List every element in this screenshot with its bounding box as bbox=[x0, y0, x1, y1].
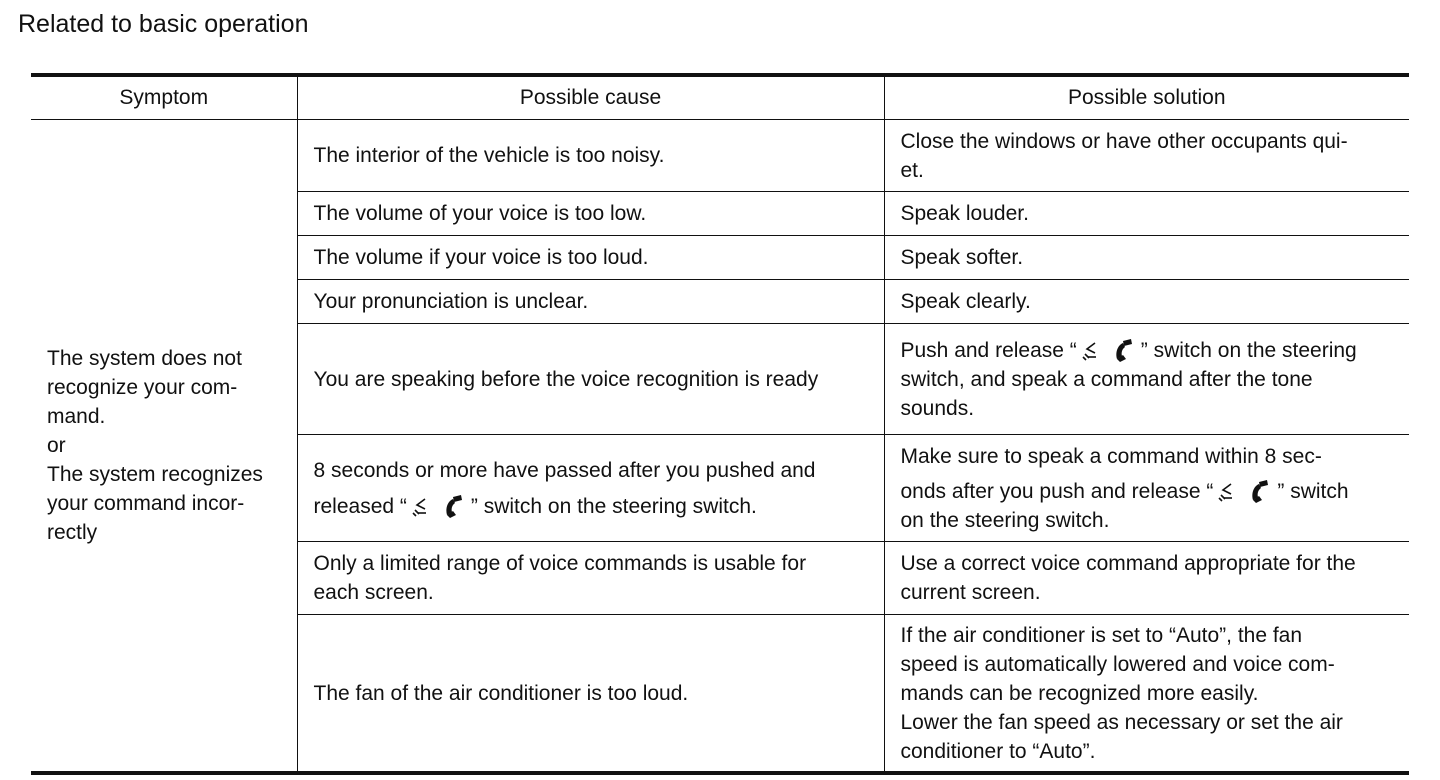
cause-cell: The volume of your voice is too low. bbox=[297, 192, 884, 236]
talk-phone-icon bbox=[409, 493, 469, 519]
table-row bbox=[31, 120, 1409, 192]
solution-line: mands can be recognized more easily. bbox=[900, 681, 1259, 705]
solution-cell: Speak clearly. bbox=[884, 280, 1409, 324]
symptom-line: The system does not bbox=[47, 347, 242, 370]
table-header-row bbox=[31, 75, 1409, 120]
symptom-cell bbox=[31, 120, 297, 774]
solution-line: Use a correct voice command appropriate for the bbox=[900, 552, 1356, 575]
symptom-line: recognize your com- bbox=[47, 376, 238, 399]
symptom-line: your command incor- bbox=[47, 492, 245, 515]
cause-line: released “ ” switch on the steering switch. bbox=[313, 494, 757, 518]
solution-line: switch, and speak a command after the tone bbox=[900, 367, 1313, 391]
solution-line: If the air conditioner is set to “Auto”, the fan bbox=[900, 623, 1303, 647]
header-symptom: Symptom bbox=[31, 75, 297, 120]
troubleshooting-table bbox=[31, 73, 1409, 775]
cause-cell: Your pronunciation is unclear. bbox=[297, 280, 884, 324]
symptom-line: rectly bbox=[47, 521, 98, 544]
symptom-line: The system recognizes bbox=[47, 463, 263, 486]
solution-cell: Speak louder. bbox=[884, 192, 1409, 236]
page-title: Related to basic operation bbox=[18, 10, 309, 38]
header-possible-cause: Possible cause bbox=[297, 75, 884, 120]
solution-cell bbox=[884, 324, 1409, 435]
symptom-line: mand. bbox=[47, 405, 106, 428]
solution-cell: Speak softer. bbox=[884, 236, 1409, 280]
solution-cell bbox=[884, 435, 1409, 542]
talk-phone-icon bbox=[1215, 478, 1275, 504]
cause-cell: The volume if your voice is too loud. bbox=[297, 236, 884, 280]
solution-line: conditioner to “Auto”. bbox=[900, 739, 1096, 763]
solution-line: et. bbox=[900, 158, 924, 182]
solution-cell bbox=[884, 542, 1409, 615]
solution-line: onds after you push and release “ ” switch bbox=[900, 479, 1349, 503]
cause-line: Only a limited range of voice commands is usable for bbox=[313, 552, 807, 575]
header-possible-solution: Possible solution bbox=[884, 75, 1409, 120]
cause-cell: The interior of the vehicle is too noisy. bbox=[297, 120, 884, 192]
cause-line: each screen. bbox=[313, 581, 434, 604]
solution-line: sounds. bbox=[900, 396, 975, 420]
solution-line: Close the windows or have other occupants qui- bbox=[900, 129, 1348, 153]
talk-phone-icon bbox=[1079, 337, 1139, 363]
symptom-line: or bbox=[47, 434, 66, 457]
solution-line: speed is automatically lowered and voice com- bbox=[900, 652, 1335, 676]
cause-line: 8 seconds or more have passed after you pushed and bbox=[313, 458, 816, 482]
solution-line: Make sure to speak a command within 8 sec- bbox=[900, 444, 1322, 468]
solution-line: on the steering switch. bbox=[900, 508, 1110, 532]
cause-cell: The fan of the air conditioner is too loud. bbox=[313, 681, 689, 705]
cause-cell bbox=[297, 542, 884, 615]
cause-cell: You are speaking before the voice recognition is ready bbox=[297, 324, 884, 435]
cause-cell bbox=[297, 435, 884, 542]
solution-cell bbox=[884, 120, 1409, 192]
solution-line: Lower the fan speed as necessary or set the air bbox=[900, 710, 1343, 734]
solution-line: current screen. bbox=[900, 581, 1041, 604]
solution-cell bbox=[884, 615, 1409, 774]
solution-line: Push and release “ ” switch on the steering bbox=[900, 338, 1357, 362]
